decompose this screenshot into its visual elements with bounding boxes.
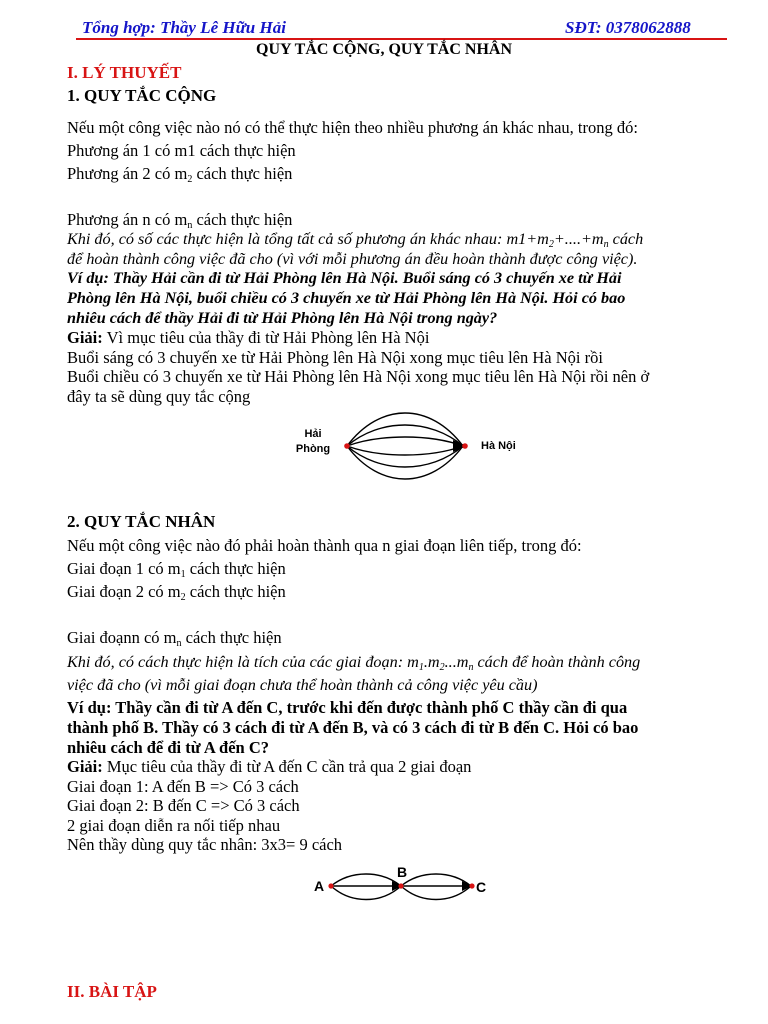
haiphong-label-l2: Phòng (295, 443, 331, 455)
label-b: B (397, 864, 408, 880)
rule-sum-example-line3: nhiêu cách để thầy Hải đi từ Hải Phòng lên Hà Nội trong ngày? (67, 309, 498, 327)
rule-sum-heading: 1. QUY TẮC CỘNG (67, 86, 217, 105)
route-diagram-haiphong-hanoi (285, 410, 535, 480)
rule-product-stage-n: Giai đoạnn có $m_n$ cách thực hiện (67, 628, 282, 649)
header-author: Tổng hợp: Thầy Lê Hữu Hải (82, 18, 286, 37)
section-theory-heading: I. LÝ THUYẾT (67, 63, 182, 82)
rule-sum-solution-line3: Buổi chiều có 3 chuyến xe từ Hải Phòng lên Hà Nội xong mục tiêu lên Hà Nội rồi nên ở (67, 367, 650, 386)
section-exercises-heading: II. BÀI TẬP (67, 982, 157, 1001)
rule-product-solution-line5: Nên thầy dùng quy tắc nhân: 3x3= 9 cách (67, 835, 343, 854)
hanoi-node (462, 443, 468, 449)
node-c (469, 883, 474, 888)
rule-product-conclusion-line2: việc đã cho (vì mỗi giai đoạn chưa thể hoàn thành cả công việc yêu cầu) (67, 676, 538, 694)
rule-sum-conclusion-line1: Khi đó, có số các thực hiện là tổng tất cả số phương án khác nhau: $m1+m_2+....+m_n$ cách (67, 230, 644, 250)
haiphong-node (344, 443, 350, 449)
rule-product-solution-line1: Giải: Mục tiêu của thầy đi từ A đến C cần trả qua 2 giai đoạn (67, 757, 472, 776)
node-b (398, 883, 403, 888)
label-a: A (314, 878, 325, 894)
rule-sum-example-line2: Phòng lên Hà Nội, buổi chiều có 3 chuyến xe từ Hải Phòng lên Hà Nội. Hỏi có bao (67, 289, 626, 307)
rule-product-stage-1: Giai đoạn 1 có $m_1$ cách thực hiện (67, 559, 286, 580)
route-curves (347, 413, 463, 479)
rule-product-example-line3: nhiêu cách để đi từ A đến C? (67, 738, 269, 757)
rule-sum-conclusion-line2: để hoàn thành công việc đã cho (vì với mỗi phương án đều hoàn thành được công việc). (67, 250, 638, 268)
rule-sum-option-2: Phương án 2 có $m_2$ cách thực hiện (67, 164, 293, 185)
label-c: C (476, 879, 487, 895)
rule-product-stage-2: Giai đoạn 2 có $m_2$ cách thực hiện (67, 582, 286, 603)
rule-product-example-line1: Ví dụ: Thầy cần đi từ A đến C, trước khi đến được thành phố C thầy cần đi qua (67, 698, 628, 717)
header-phone: SĐT: 0378062888 (565, 18, 691, 37)
rule-product-solution-line4: 2 giai đoạn diễn ra nối tiếp nhau (67, 816, 281, 835)
rule-product-solution-line2: Giai đoạn 1: A đến B => Có 3 cách (67, 777, 299, 796)
rule-sum-solution-line2: Buổi sáng có 3 chuyến xe từ Hải Phòng lên Hà Nội xong mục tiêu lên Hà Nội rồi (67, 348, 603, 367)
hanoi-label: Hà Nội (481, 440, 516, 452)
rule-product-heading: 2. QUY TẮC NHÂN (67, 512, 216, 531)
page-title: QUY TẮC CỘNG, QUY TẮC NHÂN (256, 41, 513, 58)
rule-sum-option-1: Phương án 1 có m1 cách thực hiện (67, 141, 296, 160)
route-curves-bc (401, 874, 471, 900)
rule-product-solution-line3: Giai đoạn 2: B đến C => Có 3 cách (67, 796, 300, 815)
rule-sum-solution-line4: đây ta sẽ dùng quy tắc cộng (67, 387, 251, 406)
node-a (328, 883, 333, 888)
route-diagram-a-b-c (306, 862, 496, 912)
rule-product-intro: Nếu một công việc nào đó phải hoàn thành qua n giai đoạn liên tiếp, trong đó: (67, 536, 582, 555)
rule-sum-solution-line1: Giải: Vì mục tiêu của thầy đi từ Hải Phòng lên Hà Nội (67, 328, 430, 347)
haiphong-label-l1: Hải (304, 428, 322, 440)
rule-sum-intro: Nếu một công việc nào nó có thể thực hiện theo nhiều phương án khác nhau, trong đó: (67, 118, 638, 137)
header-divider (76, 38, 727, 40)
rule-product-conclusion-line1: Khi đó, có cách thực hiện là tích của các giai đoạn: $m_1.m_2...m_n$ cách để hoàn thành công (67, 653, 641, 673)
rule-sum-option-n: Phương án n có $m_n$ cách thực hiện (67, 210, 293, 231)
rule-product-example-line2: thành phố B. Thầy có 3 cách đi từ A đến B, và có 3 cách đi từ B đến C. Hỏi có bao (67, 718, 639, 737)
route-curves-ab (331, 874, 401, 900)
rule-sum-example-line1: Ví dụ: Thầy Hải cần đi từ Hải Phòng lên Hà Nội. Buổi sáng có 3 chuyến xe từ Hải (67, 269, 622, 287)
